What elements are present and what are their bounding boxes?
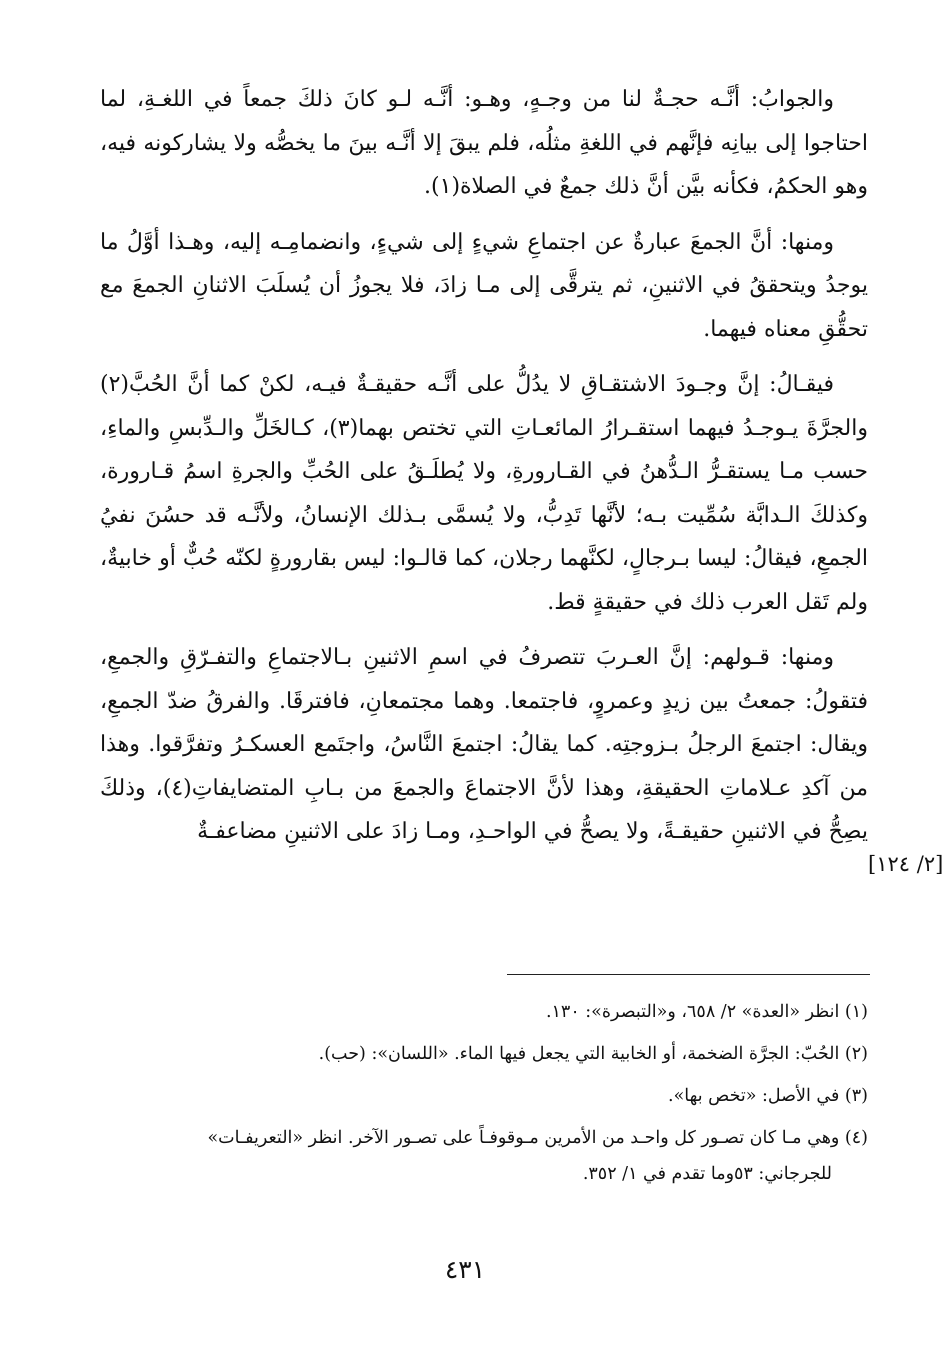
paragraph: ومنها: قـولهم: إنَّ العـربَ تتصرفُ في اسمِ الاثنينِ بـالاجتماعِ والتفـرّقِ والجمعِ، فتقولُ: جمعتُ بين زيدٍ وعمروٍ، فاجتمعا. وهما مجتمعانِ، فافترقَا. والفرقُ ضدّ الجمعِ، ويقال: اجتمعَ الرجلُ بـزوجتِه. كما يقالُ: اجتمعَ النَّاسُ، واجتَمع العسكـرُ وتفرَّقوا. وهذا من آكدِ عـلاماتِ الحقيقةِ، وهذا لأنَّ الاجتماعَ والجمعَ من بـابِ المتضايفاتِ(٤)، وذلكَ يصِحُّ في الاثنينِ حقيقـةً، ولا يصحُّ في الواحـدِ، ومـا زادَ على الاثنينِ مضاعفـةٌ (100, 645, 869, 844)
main-text (100, 78, 868, 866)
page-number: ٤٣١ (444, 1255, 486, 1284)
paragraph: فيقـالُ: إنَّ وجـودَ الاشتقـاقِ لا يدُلُّ على أنَّـه حقيقـةٌ فيـه، لكنْ كما أنَّ الحُبَّ(٢) والجرَّةَ يـوجـدُ فيهما استقـرارُ المائعـاتِ التي تختص بهما(٣)، كـالخَلِّ والـدِّبسِ والماءِ، حسب مـا يستقـرُّ الـدُّهنُ في القـارورةِ، ولا يُطلَـقُ على الحُبِّ والجرةِ اسمُ قـارورة، وكذلكَ الـدابَّة سُمِّيت بـه؛ لأنَّها تَدِبُّ، ولا يُسمَّى بـذلك الإنسانُ، ولأنَّـه قد حسُنَ نفيُ الجمعِ، فيقالُ: ليسا بـرجالٍ، لكنَّهما رجلان، كما قالـوا: ليس بقارورةٍ لكنّه حُبٌّ أو خابيةٌ، ولم تَقل العرب ذلك في حقيقةٍ قط. (100, 372, 868, 615)
footnote-text: (٤) وهي مـا كان تصـور كل واحـد من الأمرين مـوقوفـاً على تصـور الآخر. انظر «التعريفـات» (207, 1128, 868, 1148)
footnote-divider (507, 974, 870, 975)
footnote-continuation: للجرجاني: ٥٣وما تقدم في ١/ ٣٥٢. (582, 1164, 832, 1184)
footnotes (100, 994, 868, 1198)
paragraph: ومنها: أنَّ الجمعَ عبارةٌ عن اجتماعِ شيءٍ إلى شيءٍ، وانضمامِـه إليه، وهـذا أوَّلُ ما يوجدُ ويتحققُ في الاثنينِ، ثم يترقَّى إلى مـا زادَ، فلا يجوزُ أن يُسلَبَ الاثنانِ الجمعَ مع تحقُّقِ معناه فيهما. (100, 229, 868, 342)
footnote (100, 1120, 868, 1192)
footnote (100, 994, 868, 1030)
footnote (100, 1036, 868, 1072)
margin-page-reference: [٢/ ١٢٤] (868, 852, 943, 876)
footnote-text: (٢) الحُبّ: الجرَّة الضخمة، أو الخابية التي يجعل فيها الماء. «اللسان»: (حب). (318, 1044, 868, 1064)
paragraph: والجوابُ: أنَّـه حجـةٌ لنا من وجـهٍ، وهـو: أنَّـه لـو كانَ ذلكَ جمعاً في اللغـةِ، لما احتاجوا إلى بيانِه فإنَّهم في اللغةِ مثلُه، فلم يبقَ إلا أنَّـه بينَ ما يخصُّه ولا يشاركونه فيه، وهو الحكمُ، فكأنه بيَّن أنَّ ذلك جمعٌ في الصلاة(١). (100, 87, 868, 199)
footnote-text: (٣) في الأصل: «تخص بها». (668, 1086, 868, 1106)
footnote-text: (١) انظر «العدة» ٢/ ٦٥٨، و«التبصرة»: ١٣٠. (545, 1002, 868, 1022)
footnote (100, 1078, 868, 1114)
